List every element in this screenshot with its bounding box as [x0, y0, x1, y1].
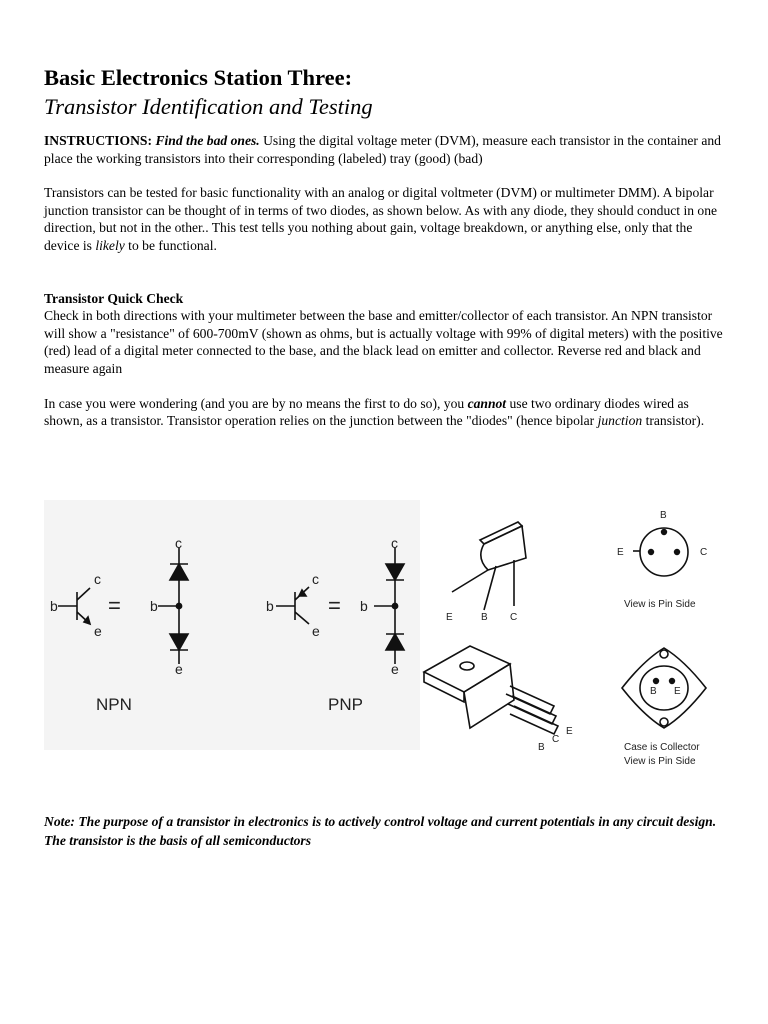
pnp-diode-model: [374, 548, 404, 664]
pnp-symbol-e-label: e: [312, 623, 320, 639]
to18-caption: View is Pin Side: [624, 599, 696, 610]
to3-e-label: E: [674, 686, 681, 697]
to3-caption-line1: Case is Collector: [624, 742, 700, 753]
intro-text-after: to be functional.: [124, 237, 217, 253]
npn-symbol: [58, 588, 90, 624]
pnp-model-c-label: c: [391, 535, 398, 551]
instructions-emphasis: Find the bad ones.: [155, 133, 260, 148]
intro-paragraph: [44, 184, 724, 254]
pnp-equals: =: [328, 593, 341, 618]
quick-check-body: Check in both directions with your multimeter between the base and emitter/collector of each transistor. An NPN transistor will show a "resistance" of 600-700mV (shown as ohms, but is actually voltage with 99% of digital meters) with the positive (red) lead of a digital meter connected to the base, and the black lead on emitter and collector. Reverse red and black and measure again: [44, 308, 723, 376]
pnp-symbol-b-label: b: [266, 598, 274, 614]
page-title: Basic Electronics Station Three:: [44, 65, 353, 90]
npn-diode-model: [158, 548, 188, 664]
npn-symbol-b-label: b: [50, 598, 58, 614]
to92-c-label: C: [510, 612, 518, 623]
npn-model-e-label: e: [175, 661, 183, 677]
to3-package: [622, 648, 706, 728]
to18-b-label: B: [660, 510, 667, 521]
to92-b-label: B: [481, 612, 488, 623]
pnp-label: PNP: [328, 695, 363, 714]
to92-e-label: E: [446, 612, 453, 623]
wondering-text-after: transistor).: [642, 413, 705, 429]
intro-text-before: Transistors can be tested for basic functionality with an analog or digital voltmeter (DVM) or multimeter DMM). A bipolar junction transistor can be thought of in terms of two diodes, as shown below. As with any diode, they should conduct in one direction, but not in the other.. This test tells you nothing about gain, voltage breakdown, or anything else, only that the device is: [44, 185, 718, 253]
npn-symbol-e-label: e: [94, 623, 102, 639]
quick-check-heading: Transistor Quick Check: [44, 290, 184, 306]
npn-model-c-label: c: [175, 535, 182, 551]
to3-caption-line2: View is Pin Side: [624, 756, 696, 767]
to18-package: [633, 528, 688, 576]
note-paragraph: Note: The purpose of a transistor in electronics is to actively control voltage and current potentials in any circuit design. The transistor is the basis of all semiconductors: [44, 814, 717, 848]
pnp-model-b-label: b: [360, 598, 368, 614]
to220-b-label: B: [538, 742, 545, 753]
intro-italic: likely: [95, 237, 125, 253]
pnp-symbol-c-label: c: [312, 571, 319, 587]
npn-model-b-label: b: [150, 598, 158, 614]
to220-e-label: E: [566, 726, 573, 737]
npn-symbol-c-label: c: [94, 571, 101, 587]
to92-package: [452, 522, 526, 610]
wondering-emphasis: cannot: [467, 395, 507, 411]
to18-c-label: C: [700, 547, 708, 558]
page-subtitle: Transistor Identification and Testing: [44, 94, 373, 119]
instructions-paragraph: [44, 132, 724, 167]
instructions-text: Using the digital voltage meter (DVM), measure each transistor in the container and place the working transistors into their corresponding (labeled) tray (good) (bad): [44, 133, 721, 166]
document-body: [44, 64, 724, 430]
to18-e-label: E: [617, 547, 624, 558]
wondering-paragraph: [44, 395, 724, 430]
to3-b-label: B: [650, 686, 657, 697]
pnp-model-e-label: e: [391, 661, 399, 677]
npn-equals: =: [108, 593, 121, 618]
pnp-symbol: [276, 587, 309, 624]
instructions-label: INSTRUCTIONS:: [44, 133, 153, 148]
npn-label: NPN: [96, 695, 132, 714]
wondering-text-middle: use two ordinary diodes wired as shown, as a transistor. Transistor operation relies on the junction between the "diodes" (hence bipolar: [44, 395, 689, 429]
to220-c-label: C: [552, 734, 560, 745]
wondering-italic: junction: [597, 413, 643, 429]
to220-package: [424, 646, 558, 734]
transistor-figure: [44, 500, 724, 775]
transistor-diagram-svg: [44, 500, 724, 775]
wondering-text-before: In case you were wondering (and you are by no means the first to do so), you: [44, 395, 468, 411]
